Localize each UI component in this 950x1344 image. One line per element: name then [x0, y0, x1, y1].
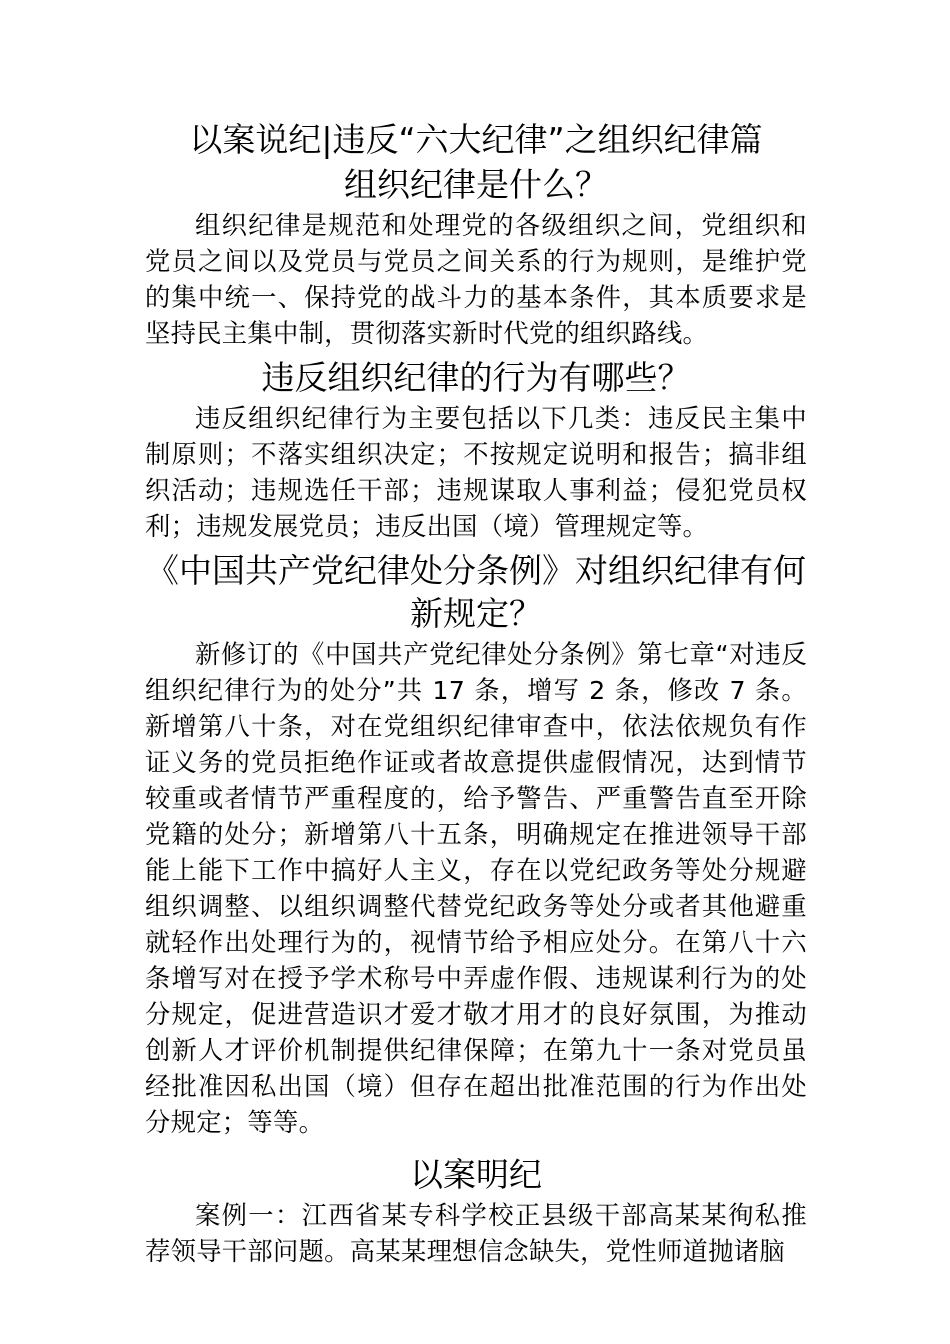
section-body-violations: 违反组织纪律行为主要包括以下几类：违反民主集中制原则；不落实组织决定；不按规定说明和报告；搞非组织活动；违规选任干部；违规谋取人事利益；侵犯党员权利；违规发展党员；违反出国（境）管理规定等。	[145, 404, 807, 541]
section-heading-what-is: 组织纪律是什么？	[344, 165, 608, 204]
section-body-new-rules: 新修订的《中国共产党纪律处分条例》第七章“对违反组织纪律行为的处分”共 17 条，增写 2 条，修改 7 条。新增第八十条，对在党组织纪律审查中，依法依规负有作证义务的党员拒绝作证或者故意提供虚假情况，达到情节较重或者情节严重程度的，给予警告、严重警告直至开除党籍的处分；新增第八十五条，明确规定在推进领导干部能上能下工作中搞好人主义，存在以党纪政务等处分规避组织调整、以组织调整代替党纪政务等处分或者其他避重就轻作出处理行为的，视情节给予相应处分。在第八十六条增写对在授予学术称号中弄虚作假、违规谋利行为的处分规定，促进营造识才爱才敬才用才的良好氛围，为推动创新人才评价机制提供纪律保障；在第九十一条对党员虽经批准因私出国（境）但存在超出批准范围的行为作出处分规定；等等。	[145, 640, 807, 1137]
section-heading-new-rules: 《中国共产党纪律处分条例》对组织纪律有何新规定？	[146, 551, 806, 633]
document-title: 以案说纪|违反“六大纪律”之组织纪律篇	[189, 120, 763, 159]
section-body-what-is: 组织纪律是规范和处理党的各级组织之间，党组织和党员之间以及党员与党员之间关系的行为规则，是维护党的集中统一、保持党的战斗力的基本条件，其本质要求是坚持民主集中制，贯彻落实新时代党的组织路线。	[145, 211, 807, 348]
section-heading-violations: 违反组织纪律的行为有哪些？	[261, 358, 691, 397]
section-heading-cases: 以案明纪	[410, 1155, 542, 1194]
document-content	[145, 118, 807, 1270]
section-body-case-one: 案例一：江西省某专科学校正县级干部高某某徇私推荐领导干部问题。高某某理想信念缺失，党性师道抛诸脑	[145, 1201, 807, 1266]
